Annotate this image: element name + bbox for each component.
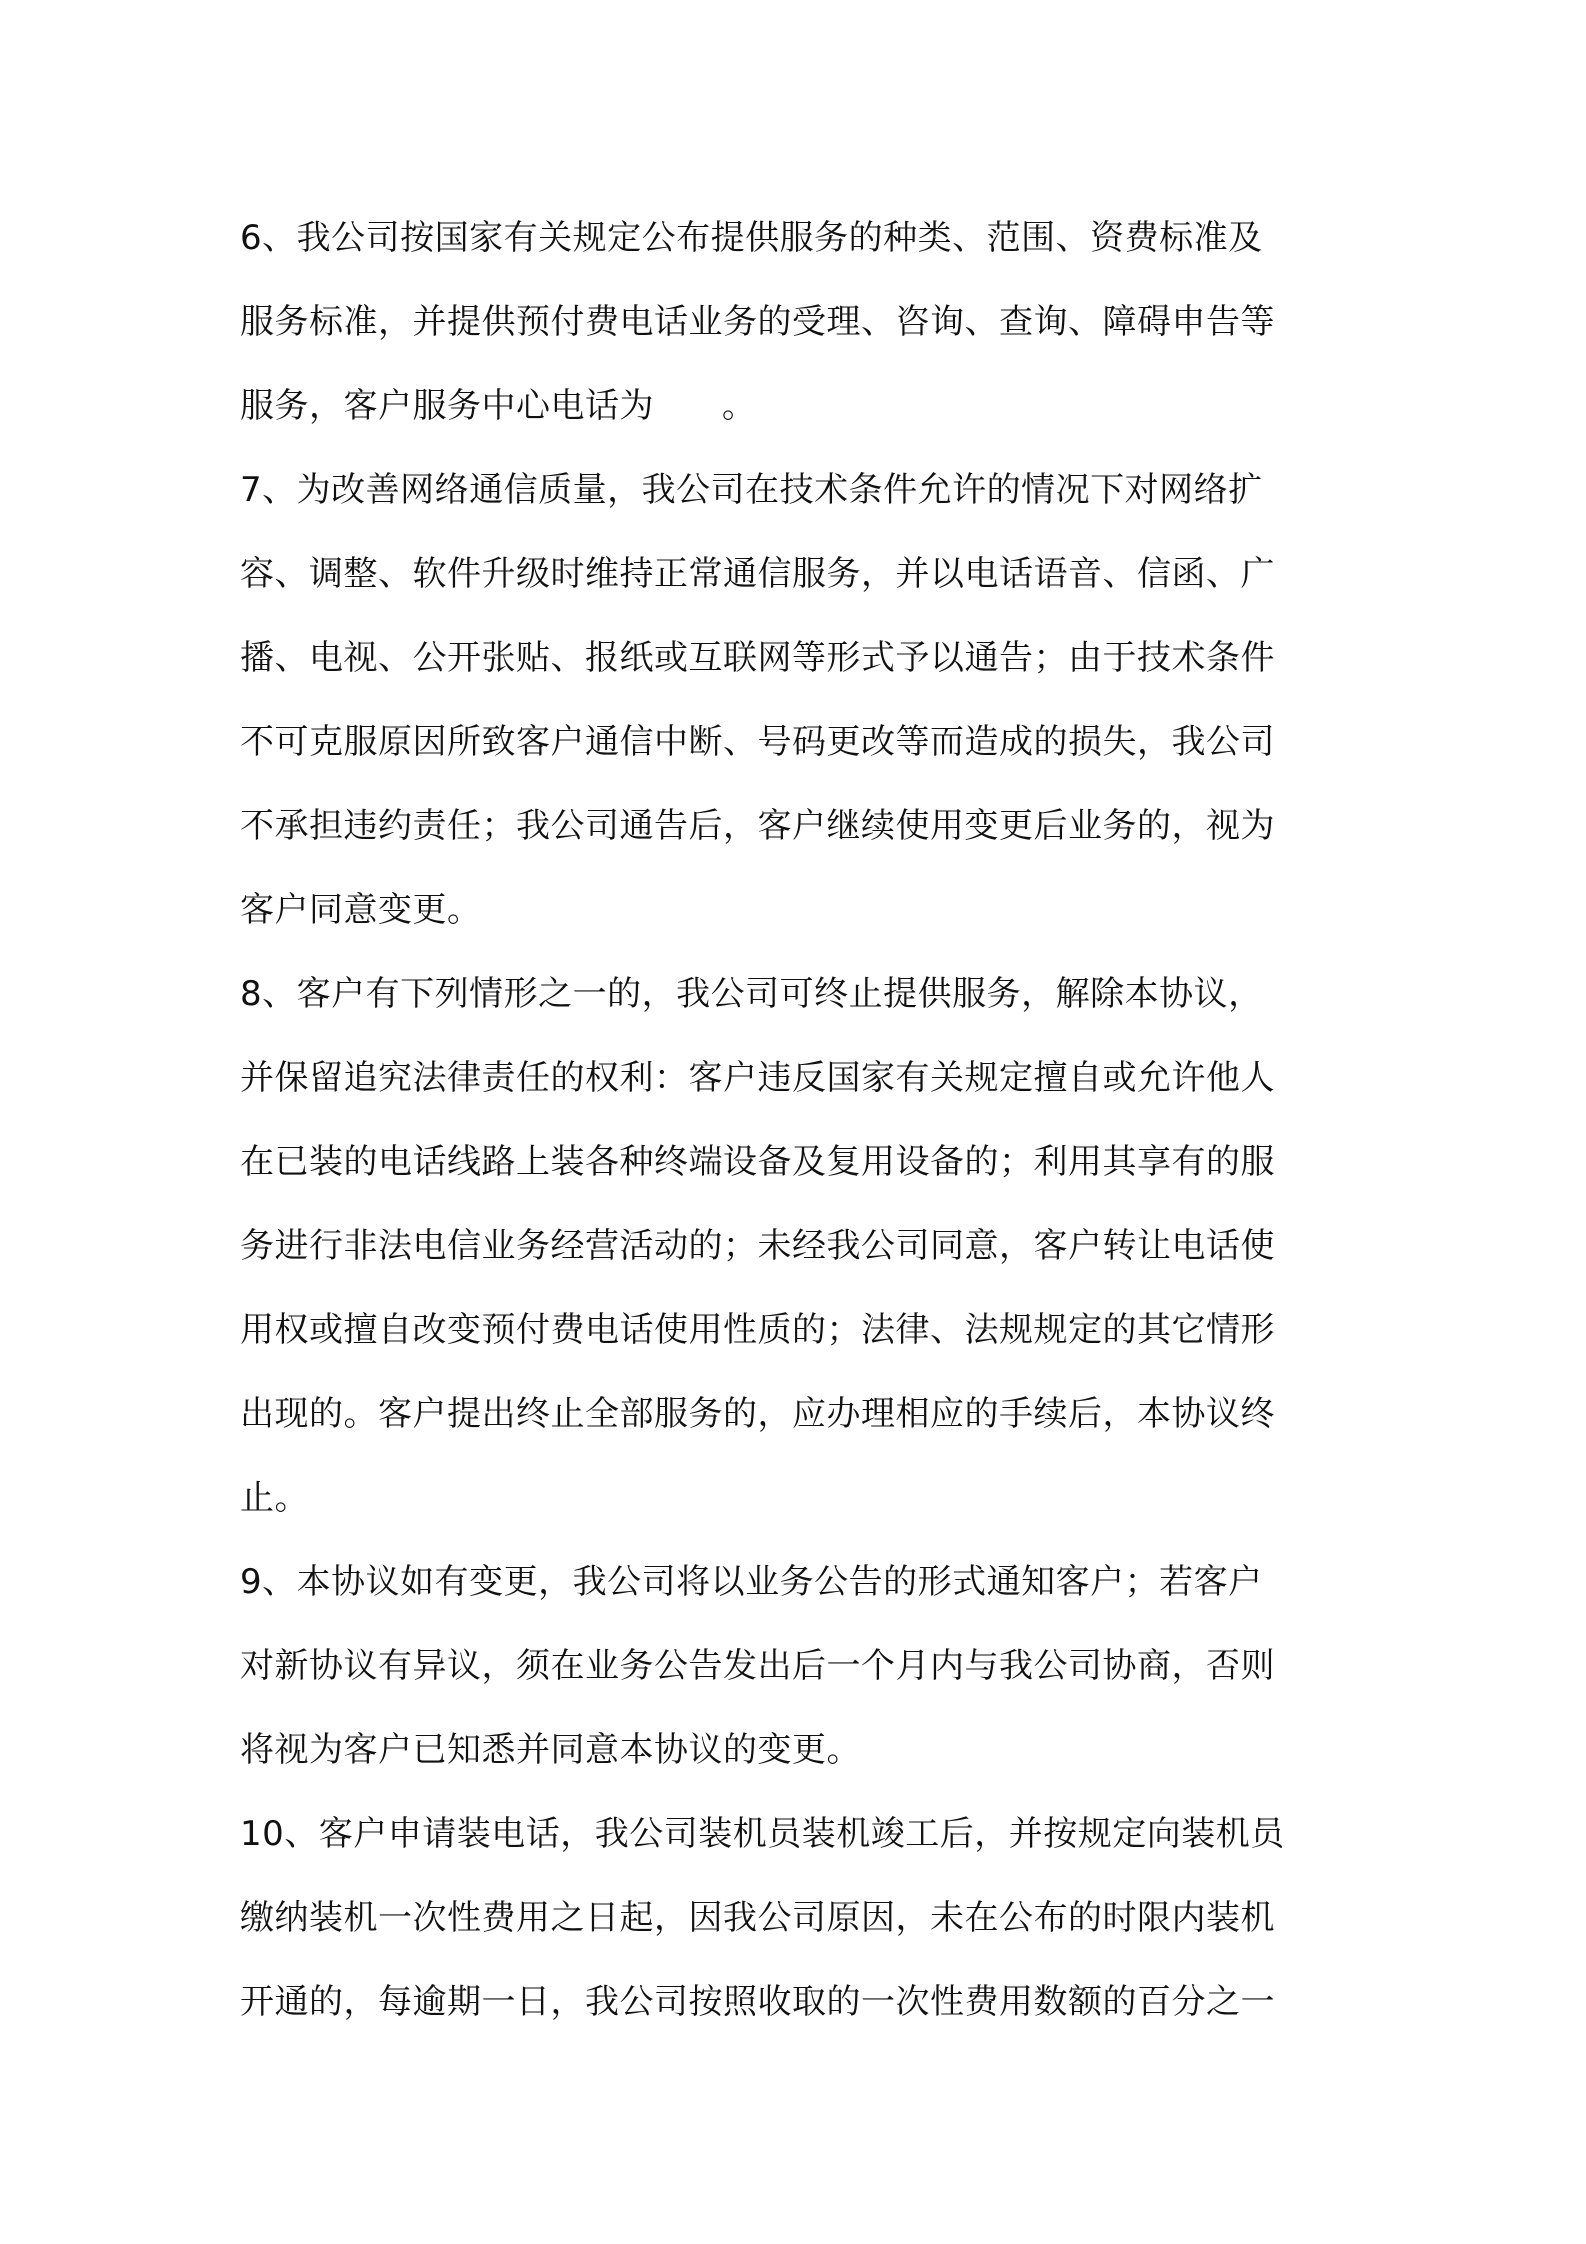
- document-body: [240, 196, 1360, 2044]
- text-line-14: 用权或擅自改变预付费电话使用性质的；法律、法规规定的其它情形: [240, 1310, 1275, 1350]
- text-line-16: 止。: [240, 1478, 309, 1518]
- text-line-11: 并保留追究法律责任的权利：客户违反国家有关规定擅自或允许他人: [240, 1058, 1275, 1098]
- text-line-7: 不可克服原因所致客户通信中断、号码更改等而造成的损失，我公司: [240, 722, 1275, 762]
- text-line-20: 10、客户申请装电话，我公司装机员装机竣工后，并按规定向装机员: [240, 1814, 1285, 1854]
- text-line-22: 开通的，每逾期一日，我公司按照收取的一次性费用数额的百分之一: [240, 1982, 1275, 2022]
- text-line-18: 对新协议有异议，须在业务公告发出后一个月内与我公司协商，否则: [240, 1646, 1275, 1686]
- text-line-4: 7、为改善网络通信质量，我公司在技术条件允许的情况下对网络扩: [240, 470, 1263, 510]
- text-line-13: 务进行非法电信业务经营活动的；未经我公司同意，客户转让电话使: [240, 1226, 1275, 1266]
- text-line-5: 容、调整、软件升级时维持正常通信服务，并以电话语音、信函、广: [240, 554, 1275, 594]
- text-line-21: 缴纳装机一次性费用之日起，因我公司原因，未在公布的时限内装机: [240, 1898, 1275, 1938]
- text-line-1: 6、我公司按国家有关规定公布提供服务的种类、范围、资费标准及: [240, 218, 1263, 258]
- text-line-12: 在已装的电话线路上装各种终端设备及复用设备的；利用其享有的服: [240, 1142, 1275, 1182]
- text-line-3: 服务，客户服务中心电话为 。: [240, 386, 757, 426]
- text-line-8: 不承担违约责任；我公司通告后，客户继续使用变更后业务的，视为: [240, 806, 1275, 846]
- text-line-2: 服务标准，并提供预付费电话业务的受理、咨询、查询、障碍申告等: [240, 302, 1275, 342]
- text-line-10: 8、客户有下列情形之一的，我公司可终止提供服务，解除本协议，: [240, 974, 1263, 1014]
- text-line-15: 出现的。客户提出终止全部服务的，应办理相应的手续后，本协议终: [240, 1394, 1275, 1434]
- text-line-19: 将视为客户已知悉并同意本协议的变更。: [240, 1730, 861, 1770]
- text-line-9: 客户同意变更。: [240, 890, 482, 930]
- text-line-6: 播、电视、公开张贴、报纸或互联网等形式予以通告；由于技术条件: [240, 638, 1275, 678]
- text-line-17: 9、本协议如有变更，我公司将以业务公告的形式通知客户；若客户: [240, 1562, 1263, 1602]
